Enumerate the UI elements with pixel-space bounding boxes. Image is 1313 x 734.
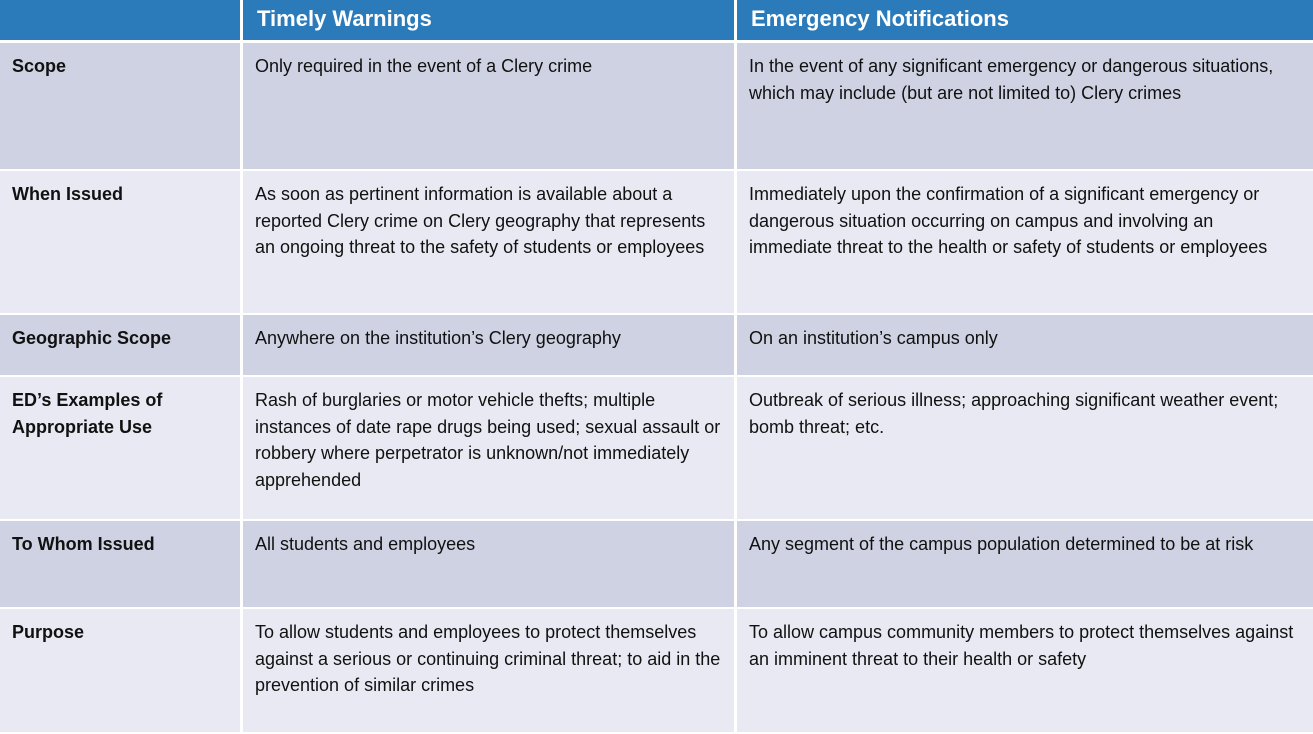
cell-examples-emergency: Outbreak of serious illness; approaching significant weather event; bomb threat; etc. [734, 377, 1313, 521]
row-label-when-issued: When Issued [0, 171, 240, 315]
cell-to-whom-timely: All students and employees [240, 521, 734, 609]
header-timely-warnings: Timely Warnings [240, 0, 734, 43]
row-label-examples: ED’s Examples of Appropriate Use [0, 377, 240, 521]
cell-when-issued-timely: As soon as pertinent information is available about a reported Clery crime on Clery geography that represents an ongoing threat to the safety of students or employees [240, 171, 734, 315]
header-blank-cell [0, 0, 240, 43]
row-label-purpose: Purpose [0, 609, 240, 734]
row-label-to-whom-issued: To Whom Issued [0, 521, 240, 609]
cell-scope-emergency: In the event of any significant emergency or dangerous situations, which may include (but are not limited to) Clery crimes [734, 43, 1313, 171]
cell-purpose-emergency: To allow campus community members to protect themselves against an imminent threat to their health or safety [734, 609, 1313, 734]
cell-examples-timely: Rash of burglaries or motor vehicle thefts; multiple instances of date rape drugs being used; sexual assault or robbery where perpetrator is unknown/not immediately apprehended [240, 377, 734, 521]
cell-when-issued-emergency: Immediately upon the confirmation of a significant emergency or dangerous situation occurring on campus and involving an immediate threat to the health or safety of students or employees [734, 171, 1313, 315]
cell-purpose-timely: To allow students and employees to protect themselves against a serious or continuing criminal threat; to aid in the prevention of similar crimes [240, 609, 734, 734]
cell-to-whom-emergency: Any segment of the campus population determined to be at risk [734, 521, 1313, 609]
row-label-geographic-scope: Geographic Scope [0, 315, 240, 377]
row-label-scope: Scope [0, 43, 240, 171]
cell-scope-timely: Only required in the event of a Clery crime [240, 43, 734, 171]
cell-geographic-scope-timely: Anywhere on the institution’s Clery geography [240, 315, 734, 377]
header-emergency-notifications: Emergency Notifications [734, 0, 1313, 43]
cell-geographic-scope-emergency: On an institution’s campus only [734, 315, 1313, 377]
